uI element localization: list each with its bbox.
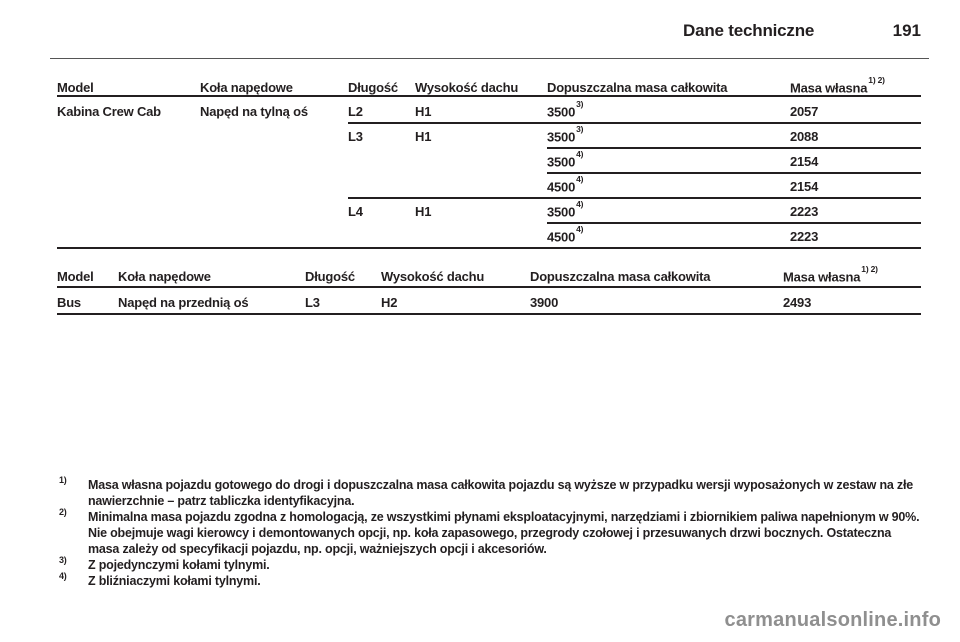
t1-rule-5 [547,222,921,224]
footnote-2-text: Minimalna masa pojazdu zgodna z homologacją, ze wszystkimi płynami eksploatacyjnymi, narzędziami i zbiornikiem paliwa napełnionym w 90%. Nie obejmuje wagi kierowcy i demontowanych opcji, np. koła zapasowego, przegrody czołowej i przesuwanych drzwi bocznych. Ostateczna masa zależy od specyfikacji pojazdu, np. opcji, ważniejszych opcji i akcesoriów. [88,510,920,556]
t1-r2-gvw: 3500$^{3)}$ [547,124,584,145]
t1-r1-roof: H1 [415,104,432,119]
t1-r5-roof: H1 [415,204,432,219]
footnote-2-marker: 2) [59,507,67,517]
footnote-3-text: Z pojedynczymi kołami tylnymi. [88,558,270,572]
t1-r3-kerb: 2154 [790,154,819,169]
t1-r4-gvw: 4500$^{4)}$ [547,174,584,195]
t1-header-model: Model [57,80,94,95]
footnote-ref: 1) 2) [868,75,885,85]
t1-r1-gvw: 3500$^{3)}$ [547,99,584,120]
t2-r1-model: Bus [57,295,81,310]
t1-header-kerb: Masa własna$^{1) 2)}$ [790,75,885,96]
footnotes [57,477,923,589]
t2-header-rule [57,286,921,288]
t1-r3-gvw: 3500$^{4)}$ [547,149,584,170]
t1-header-length: Długość [348,80,398,95]
footnote-1 [57,477,923,509]
header-divider [50,58,929,59]
t1-r6-gvw: 4500$^{4)}$ [547,224,584,245]
t1-rule-2 [547,147,921,149]
footnote-ref: 3) [576,124,584,134]
footnote-4-text: Z bliźniaczymi kołami tylnymi. [88,574,261,588]
t1-r6-kerb: 2223 [790,229,819,244]
footnote-2 [57,509,923,557]
footnote-1-marker: 1) [59,475,67,485]
t2-bottom-rule [57,313,921,315]
t1-r5-kerb: 2223 [790,204,819,219]
footnote-1-text: Masa własna pojazdu gotowego do drogi i dopuszczalna masa całkowita pojazdu są wyższe w przypadku wersji wyposażonych w zestaw na złe nawierzchnie – patrz tabliczka identyfikacyjna. [88,478,913,508]
t1-header-rule [57,95,921,97]
footnote-ref: 4) [576,174,584,184]
t1-header-gvw: Dopuszczalna masa całkowita [547,80,728,95]
section-title: Dane techniczne [683,21,815,40]
t1-r5-gvw: 3500$^{4)}$ [547,199,584,220]
t1-bottom-rule [57,247,921,249]
t2-header-drive: Koła napędowe [118,269,211,284]
footnote-ref: 4) [576,149,584,159]
footnote-4-marker: 4) [59,571,67,581]
t1-rule-4 [348,197,921,199]
footnote-4 [57,573,923,589]
t1-rule-3 [547,172,921,174]
footnote-ref: 4) [576,224,584,234]
t2-header-gvw: Dopuszczalna masa całkowita [530,269,711,284]
footnote-3-marker: 3) [59,555,67,565]
footnote-3 [57,557,923,573]
t1-header-drive: Koła napędowe [200,80,293,95]
t1-r2-length: L3 [348,129,363,144]
t1-r5-length: L4 [348,204,363,219]
t1-r2-kerb: 2088 [790,129,819,144]
footnote-ref: 1) 2) [861,264,878,274]
t1-r1-kerb: 2057 [790,104,819,119]
t1-r2-roof: H1 [415,129,432,144]
page-number: 191 [892,21,921,40]
t1-model-cell: Kabina Crew Cab [57,104,161,119]
t2-r1-gvw: 3900 [530,295,559,310]
t2-header-kerb: Masa własna$^{1) 2)}$ [783,264,878,285]
t2-header-model: Model [57,269,94,284]
footnote-ref: 3) [576,99,584,109]
t2-r1-length: L3 [305,295,320,310]
t1-drive-cell: Napęd na tylną oś [200,104,308,119]
watermark-text: carmanualsonline.info [724,609,941,631]
t1-rule-1 [348,122,921,124]
t1-header-roof: Wysokość dachu [415,80,519,95]
t2-header-length: Długość [305,269,355,284]
t2-r1-kerb: 2493 [783,295,812,310]
t1-r4-kerb: 2154 [790,179,819,194]
t2-r1-drive: Napęd na przednią oś [118,295,249,310]
t2-r1-roof: H2 [381,295,398,310]
t2-header-roof: Wysokość dachu [381,269,485,284]
t1-r1-length: L2 [348,104,363,119]
footnote-ref: 4) [576,199,584,209]
